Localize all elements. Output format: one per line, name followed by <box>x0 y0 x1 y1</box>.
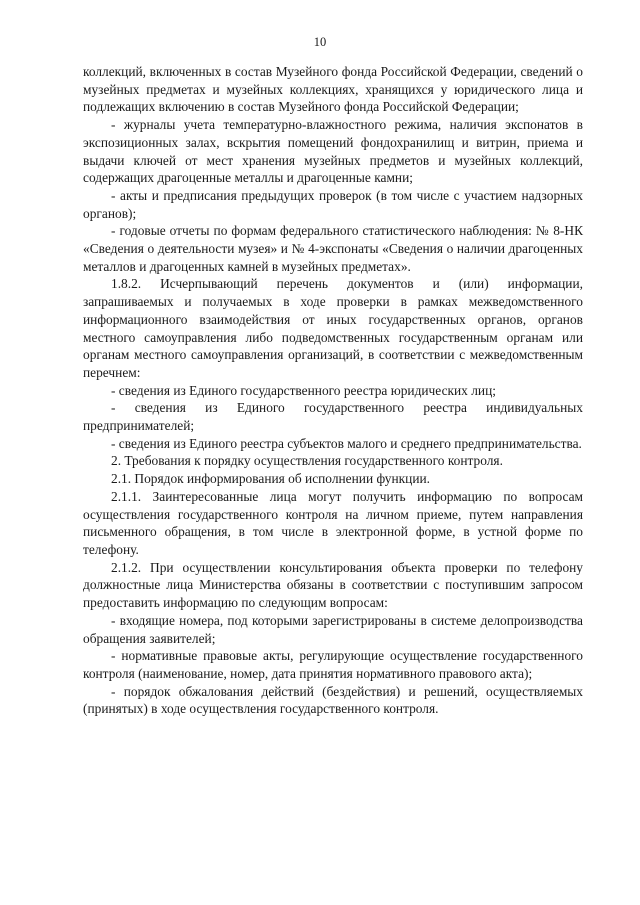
list-item: - акты и предписания предыдущих проверок (в том числе с участием надзорных органов); <box>83 187 583 221</box>
paragraph: 2.1.1. Заинтересованные лица могут получить информацию по вопросам осуществления государственного контроля на личном приеме, путем направления письменного обращения, в том числе в электронной форме, в устной форме по телефону. <box>83 488 583 557</box>
list-item: - входящие номера, под которыми зарегистрированы в системе делопроизводства обращения заявителей; <box>83 612 583 646</box>
document-body <box>83 63 583 718</box>
list-item: - сведения из Единого государственного реестра юридических лиц; <box>111 382 496 398</box>
paragraph: 1.8.2. Исчерпывающий перечень документов и (или) информации, запрашиваемых и получаемых в ходе проверки в рамках межведомственного информационного взаимодействия от иных государственных органов, органов местного самоуправления либо подведомственных государственным органам или органам местного самоуправления организаций, в соответствии с межведомственным перечнем: <box>83 276 583 380</box>
list-item: - нормативные правовые акты, регулирующие осуществление государственного контроля (наименование, номер, дата принятия нормативного правового акта); <box>83 648 583 681</box>
paragraph: 2.1.2. При осуществлении консультирования объекта проверки по телефону должностные лица Министерства обязаны в соответствии с поступившим запросом предоставить информацию по следующим вопросам: <box>83 559 583 611</box>
list-item: - сведения из Единого государственного реестра индивидуальных предпринимателей; <box>83 400 583 434</box>
subsection-heading: 2.1. Порядок информирования об исполнении функции. <box>111 471 431 487</box>
list-item: - журналы учета температурно-влажностного режима, наличия экспонатов в экспозиционных залах, вскрытия помещений фондохранилищ и витрин, приема и выдачи ключей от мест хранения музейных предметов и музейных коллекций, содержащих драгоценные металлы и драгоценные камни; <box>83 117 583 186</box>
list-item: - сведения из Единого реестра субъектов малого и среднего предпринимательства. <box>111 435 582 451</box>
paragraph: коллекций, включенных в состав Музейного фонда Российской Федерации, сведений о музейных предметах и музейных коллекциях, хранящихся у юридического лица и подлежащих включению в состав Музейного фонда Российской Федерации; <box>83 64 583 115</box>
page-number: 10 <box>313 35 327 49</box>
list-item: - годовые отчеты по формам федерального статистического наблюдения: № 8-НК «Сведения о деятельности музея» и № 4-экспонаты «Сведения о наличии драгоценных металлов и драгоценных камней в музейных предметах». <box>83 223 583 274</box>
list-item: - порядок обжалования действий (бездействия) и решений, осуществляемых (принятых) в ходе осуществления государственного контроля. <box>83 683 583 717</box>
section-heading: 2. Требования к порядку осуществления государственного контроля. <box>111 453 503 469</box>
